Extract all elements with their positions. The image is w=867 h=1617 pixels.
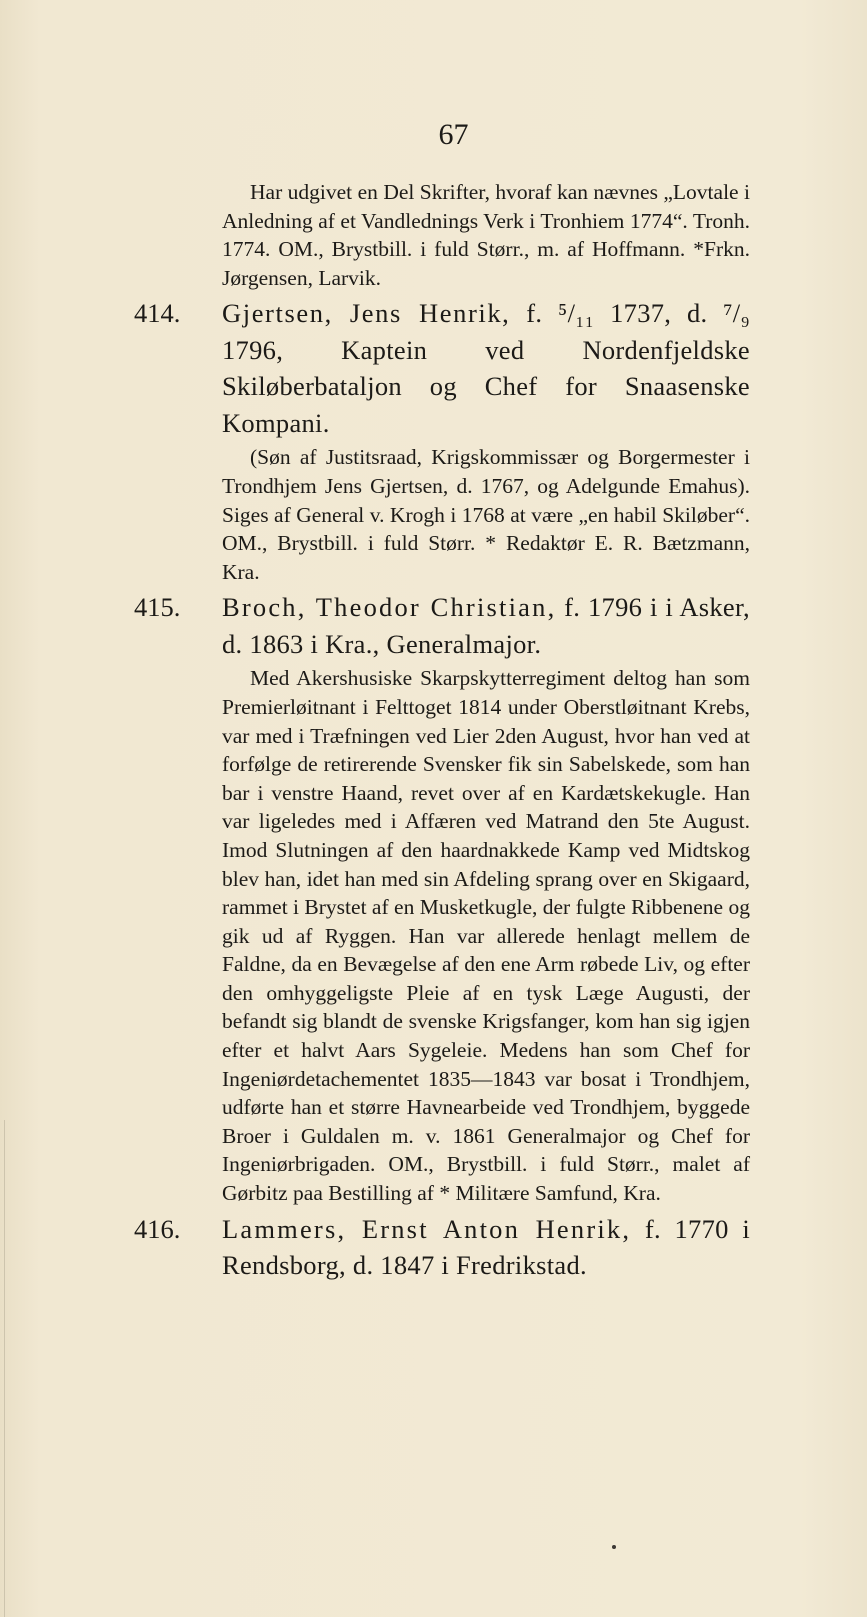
entry-name: Lammers, Ernst Anton Henrik, <box>222 1213 632 1244</box>
entry-name: Broch, Theodor Christian, <box>222 592 557 623</box>
entry-416 <box>134 1211 750 1284</box>
entry-body: (Søn af Justitsraad, Krigskommissær og Borgermester i Trondhjem Jens Gjertsen, d. 1767, og Adelgunde Emahus). Siges af General v. Krogh i 1768 at være „en habil Skiløber“. OM., Brystbill. i fuld Størr. * Redaktør E. R. Bætzmann, Kra. <box>222 445 750 584</box>
entry-number: 414. <box>134 298 181 329</box>
entry-414 <box>134 295 750 586</box>
entry-heading-rest: f. ⁵/₁₁ 1737, d. ⁷/₉ 1796, Kaptein ved Nordenfjeldske Skiløberbataljon og Chef for Snaasenske Kompani. <box>222 298 750 438</box>
print-speck <box>612 1545 616 1549</box>
entry-heading <box>222 295 750 441</box>
entry-heading-rest: f. 1796 i i Asker, d. 1863 i Kra., Generalmajor. <box>222 592 750 659</box>
page-content <box>134 178 750 1284</box>
entry-heading-rest: f. 1770 i Rendsborg, d. 1847 i Fredrikstad. <box>222 1213 750 1281</box>
entry-415 <box>134 589 750 1207</box>
entry-name: Gjertsen, Jens Henrik, <box>222 298 511 329</box>
page-edge-mark <box>4 1120 5 1617</box>
intro-paragraph: Har udgivet en Del Skrifter, hvoraf kan nævnes „Lovtale i Anledning af et Vandlednings Verk i Tronhiem 1774“. Tronh. 1774. OM., Brystbill. i fuld Størr., m. af Hoffmann. *Frkn. Jørgensen, Larvik. <box>222 180 750 290</box>
page-number: 67 <box>438 118 469 151</box>
entry-number: 416. <box>134 1213 181 1244</box>
entry-heading <box>222 1211 750 1284</box>
entry-number: 415. <box>134 592 181 623</box>
entry-body: Med Akershusiske Skarpskytterregiment deltog han som Premierløitnant i Felttoget 1814 under Oberstløitnant Krebs, var med i Træfningen ved Lier 2den August, hvor han ved at forfølge de retirerende Svensker fik sin Sabelskede, som han bar i venstre Haand, revet over af en Kardætskekugle. Han var ligeledes med i Affæren ved Matrand den 5te August. Imod Slutningen af den haardnakkede Kamp ved Midtskog blev han, idet han med sin Afdeling sprang over en Skigaard, rammet i Brystet af en Musketkugle, der fulgte Ribbenene og gik ud af Ryggen. Han var allerede henlagt mellem de Faldne, da en Bevægelse af den ene Arm røbede Liv, og efter den omhyggeligste Pleie af en tysk Læge Augusti, der befandt sig blandt de svenske Krigsfanger, kom han sig igjen efter et halvt Aars Sygeleie. Medens han som Chef for Ingeniørdetachementet 1835—1843 var bosat i Trondhjem, udførte han et større Havnearbeide ved Trondhjem, byggede Broer i Guldalen m. v. 1861 Generalmajor og Chef for Ingeniørbrigaden. OM., Brystbill. i fuld Størr., malet af Gørbitz paa Bestilling af * Militære Samfund, Kra. <box>222 666 750 1206</box>
entry-heading <box>222 589 750 662</box>
